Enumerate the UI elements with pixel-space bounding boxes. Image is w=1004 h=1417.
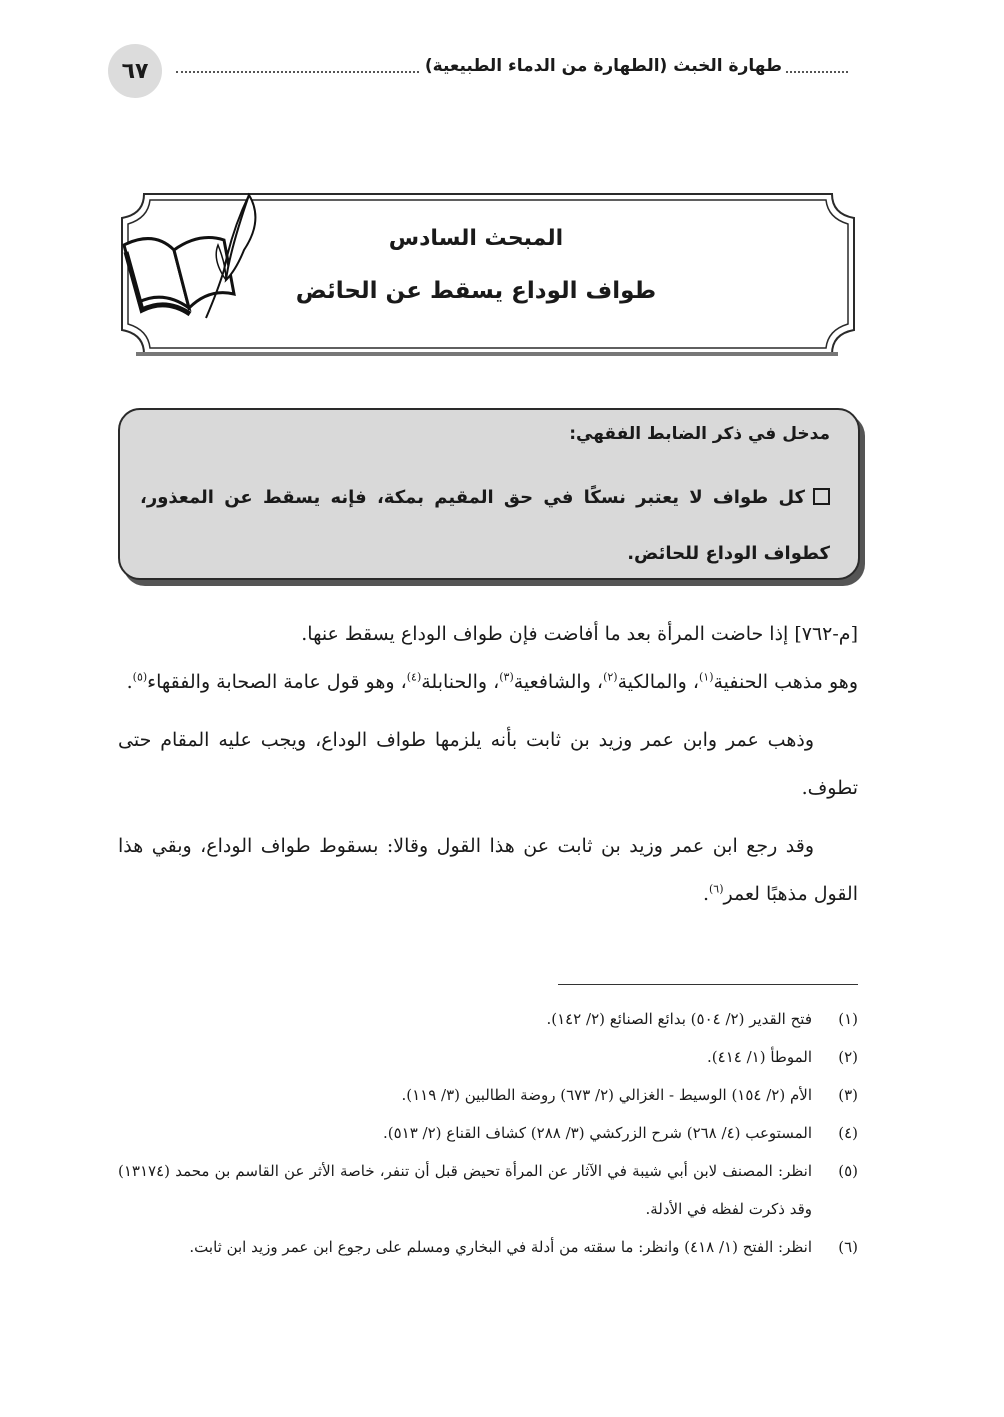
section-title: طواف الوداع يسقط عن الحائض [295, 278, 657, 304]
paragraph-text: وقد رجع ابن عمر وزيد بن ثابت عن هذا القول وقالا: بسقوط طواف الوداع، وبقي هذا القول مذهبًا لعمر [118, 835, 858, 905]
footnote-text: فتح القدير (٢/ ٥٠٤) بدائع الصنائع (٢/ ١٤٢). [546, 1010, 812, 1028]
running-title [176, 56, 848, 76]
running-title-text: طهارة الخبث (الطهارة من الدماء الطبيعية) [424, 56, 782, 76]
rule-text: كل طواف لا يعتبر نسكًا في حق المقيم بمكة، فإنه يسقط عن المعذور، كطواف الوداع للحائض. [140, 487, 830, 564]
footnote-text: انظر: الفتح (١/ ٤١٨) وانظر: ما سقته من أدلة في البخاري ومسلم على رجوع ابن عمر وزيد ابن ثابت. [189, 1238, 812, 1256]
leader-dots [786, 59, 848, 73]
paragraph [118, 822, 858, 918]
section-title-frame [114, 190, 862, 358]
footnote-ref[interactable]: (٢) [603, 670, 618, 684]
text-run: ، وهو قول عامة الصحابة والفقهاء [147, 671, 407, 693]
footnote [118, 1076, 858, 1114]
checkbox-icon [813, 488, 830, 505]
leader-dots [176, 59, 419, 73]
paragraph [118, 610, 858, 706]
footnote-number: (٥) [838, 1162, 858, 1180]
section-heading: المبحث السادس [388, 226, 564, 251]
rule-box-title: مدخل في ذكر الضابط الفقهي: [569, 424, 830, 444]
paragraph [118, 716, 858, 812]
footnote [118, 1038, 858, 1076]
footnote-text: انظر: المصنف لابن أبي شيبة في الآثار عن المرأة تحيض قبل أن تنفر، خاصة الأثر عن القاسم بن محمد (١٣١٧٤) وقد ذكرت لفظه في الأدلة. [118, 1162, 812, 1218]
main-text [118, 610, 858, 928]
footnote-text: الأم (٢/ ١٥٤) الوسيط - الغزالي (٢/ ٦٧٣) روضة الطالبين (٣/ ١١٩). [401, 1086, 812, 1104]
text-run: . [702, 883, 709, 905]
footnote [118, 1228, 858, 1266]
footnote-ref[interactable]: (٣) [499, 670, 514, 684]
footnote [118, 1152, 858, 1228]
page-number: ٦٧ [108, 44, 162, 98]
text-run: . [126, 671, 133, 693]
footnote-number: (١) [838, 1010, 858, 1028]
footnote [118, 1114, 858, 1152]
rule-box [118, 408, 860, 580]
rule-box-text [140, 470, 830, 582]
paragraph-text: [م-٧٦٢] إذا حاضت المرأة بعد ما أفاضت فإن طواف الوداع يسقط عنها. [301, 623, 858, 645]
footnote-separator [558, 984, 858, 985]
footnote-ref[interactable]: (١) [698, 670, 714, 684]
footnote-ref[interactable]: (٥) [132, 670, 148, 684]
footnote-text: المستوعب (٤/ ٢٦٨) شرح الزركشي (٣/ ٢٨٨) كشاف القناع (٢/ ٥١٣). [382, 1124, 812, 1142]
paragraph-text: وذهب عمر وابن عمر وزيد بن ثابت بأنه يلزمها طواف الوداع، ويجب عليه المقام حتى تطوف. [118, 729, 858, 799]
footnotes [118, 1000, 858, 1266]
text-run: ، والمالكية [617, 671, 699, 693]
text-run: وهو مذهب الحنفية [713, 671, 858, 693]
footnote-ref[interactable]: (٦) [708, 882, 724, 896]
footnote-text: الموطأ (١/ ٤١٤). [707, 1048, 812, 1066]
footnote [118, 1000, 858, 1038]
footnote-number: (٦) [838, 1238, 858, 1256]
page-header [108, 44, 848, 100]
footnote-number: (٣) [838, 1086, 858, 1104]
footnote-number: (٢) [838, 1048, 858, 1066]
footnote-number: (٤) [838, 1124, 858, 1142]
footnote-ref[interactable]: (٤) [406, 670, 422, 684]
text-run: ، والشافعية [513, 671, 604, 693]
text-run: ، والحنابلة [421, 671, 500, 693]
